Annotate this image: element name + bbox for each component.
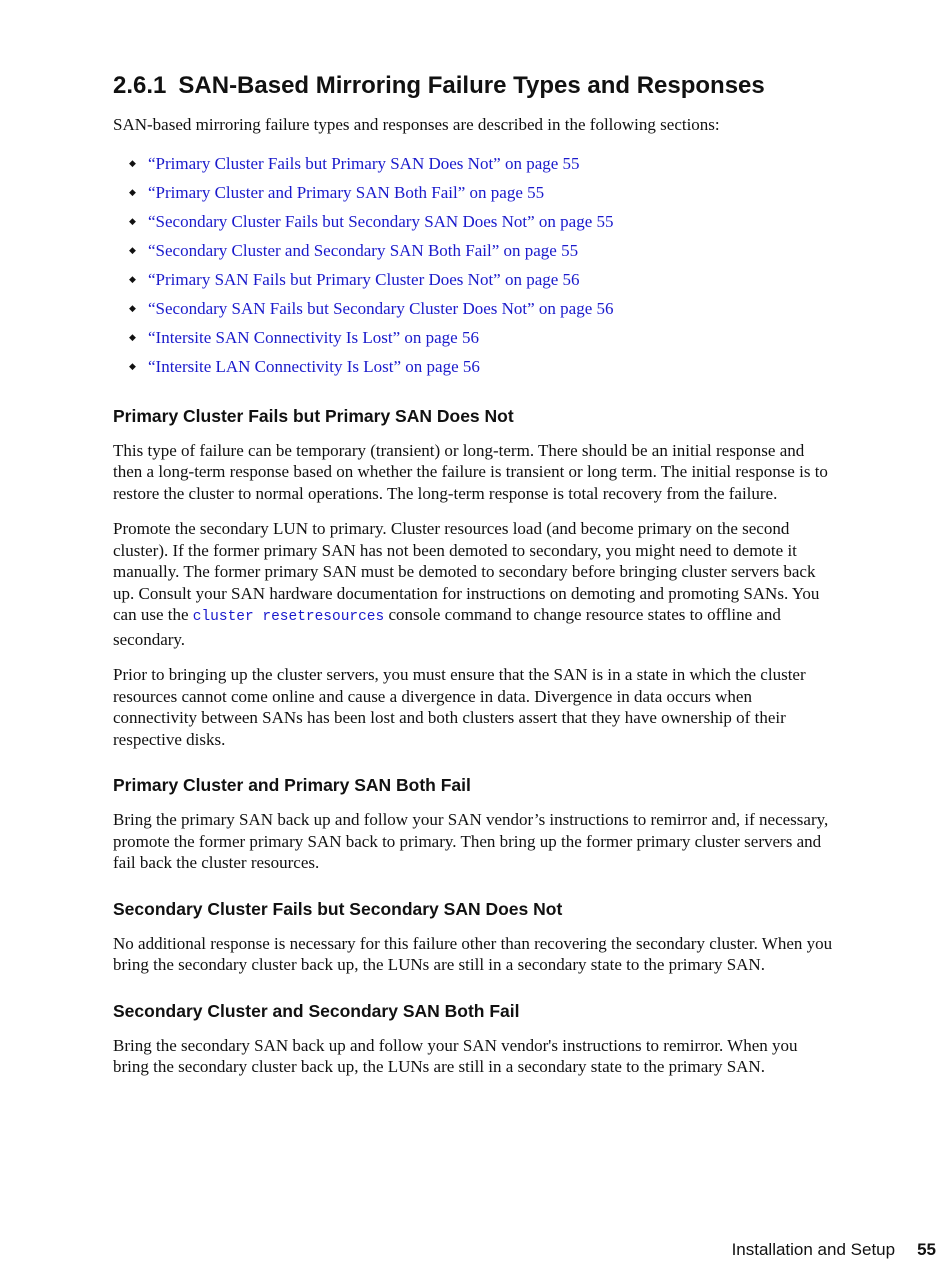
section-link-list bbox=[113, 149, 833, 381]
paragraph-text: console command to change resource states to offline and secondary. bbox=[113, 605, 781, 649]
section-number: 2.6.1 bbox=[113, 72, 167, 99]
paragraph: Bring the secondary SAN back up and follow your SAN vendor's instructions to remirror. When you bring the secondary cluster back up, the LUNs are still in a secondary state to the primary SAN. bbox=[113, 1035, 798, 1076]
list-item bbox=[113, 236, 833, 265]
paragraph-with-command bbox=[113, 518, 833, 650]
paragraph: Bring the primary SAN back up and follow your SAN vendor’s instructions to remirror and, if necessary, promote the former primary SAN back to primary. Then bring up the former primary cluster servers and fail back the cluster resources. bbox=[113, 810, 829, 872]
section-title bbox=[113, 70, 833, 102]
page-footer bbox=[732, 1239, 936, 1261]
list-item bbox=[113, 178, 833, 207]
paragraph-text: Promote the secondary LUN to primary. Cluster resources load (and become primary on the second cluster). If the former primary SAN has not been demoted to secondary, you might need to demote it manually. The former primary SAN must be demoted to secondary before bringing cluster servers back up. Consult your SAN hardware documentation for instructions on demoting and promoting SANs. You can use the bbox=[113, 519, 820, 624]
paragraph: Prior to bringing up the cluster servers, you must ensure that the SAN is in a state in which the cluster resources cannot come online and cause a divergence in data. Divergence in data occurs when connectivity between SANs has been lost and both clusters assert that they have ownership of their respective disks. bbox=[113, 665, 806, 749]
xref-link-intersite-san-lost[interactable]: “Intersite SAN Connectivity Is Lost” on page 56 bbox=[148, 327, 479, 347]
page-number: 55 bbox=[917, 1240, 936, 1259]
xref-link-secondary-cluster-fails[interactable]: “Secondary Cluster Fails but Secondary SAN Does Not” on page 55 bbox=[148, 211, 614, 231]
diamond-bullet-icon: ◆ bbox=[129, 157, 136, 168]
diamond-bullet-icon: ◆ bbox=[129, 331, 136, 342]
heading-secondary-both-fail: Secondary Cluster and Secondary SAN Both Fail bbox=[113, 1000, 520, 1021]
section-intro: SAN-based mirroring failure types and responses are described in the following sections: bbox=[113, 115, 720, 134]
xref-link-secondary-both-fail[interactable]: “Secondary Cluster and Secondary SAN Both Fail” on page 55 bbox=[148, 240, 579, 260]
heading-primary-cluster-fails: Primary Cluster Fails but Primary SAN Does Not bbox=[113, 405, 514, 426]
footer-chapter: Installation and Setup bbox=[731, 1240, 896, 1259]
list-item bbox=[113, 323, 833, 352]
xref-link-intersite-lan-lost[interactable]: “Intersite LAN Connectivity Is Lost” on page 56 bbox=[148, 356, 480, 376]
diamond-bullet-icon: ◆ bbox=[129, 215, 136, 226]
xref-link-primary-both-fail[interactable]: “Primary Cluster and Primary SAN Both Fail” on page 55 bbox=[148, 182, 545, 202]
document-page bbox=[113, 70, 833, 1092]
diamond-bullet-icon: ◆ bbox=[129, 186, 136, 197]
xref-link-primary-cluster-fails[interactable]: “Primary Cluster Fails but Primary SAN Does Not” on page 55 bbox=[148, 153, 580, 173]
list-item bbox=[113, 149, 833, 178]
paragraph: This type of failure can be temporary (transient) or long-term. There should be an initial response and then a long-term response based on whether the failure is transient or long term. The initial response is to restore the cluster to normal operations. The long-term response is total recovery from the failure. bbox=[113, 440, 828, 503]
console-command-link[interactable]: cluster resetresources bbox=[192, 609, 385, 625]
list-item bbox=[113, 207, 833, 236]
diamond-bullet-icon: ◆ bbox=[129, 273, 136, 284]
xref-link-secondary-san-fails[interactable]: “Secondary SAN Fails but Secondary Cluster Does Not” on page 56 bbox=[148, 298, 614, 318]
list-item bbox=[113, 352, 833, 381]
heading-secondary-cluster-fails: Secondary Cluster Fails but Secondary SAN Does Not bbox=[113, 898, 563, 919]
section-title-text: SAN-Based Mirroring Failure Types and Responses bbox=[178, 72, 765, 99]
diamond-bullet-icon: ◆ bbox=[129, 244, 136, 255]
paragraph: No additional response is necessary for this failure other than recovering the secondary cluster. When you bring the secondary cluster back up, the LUNs are still in a secondary state to the primary SAN. bbox=[113, 933, 833, 974]
heading-primary-both-fail: Primary Cluster and Primary SAN Both Fail bbox=[113, 775, 471, 795]
list-item bbox=[113, 265, 833, 294]
diamond-bullet-icon: ◆ bbox=[129, 360, 136, 371]
list-item bbox=[113, 294, 833, 323]
diamond-bullet-icon: ◆ bbox=[129, 302, 136, 313]
xref-link-primary-san-fails[interactable]: “Primary SAN Fails but Primary Cluster Does Not” on page 56 bbox=[148, 269, 580, 289]
